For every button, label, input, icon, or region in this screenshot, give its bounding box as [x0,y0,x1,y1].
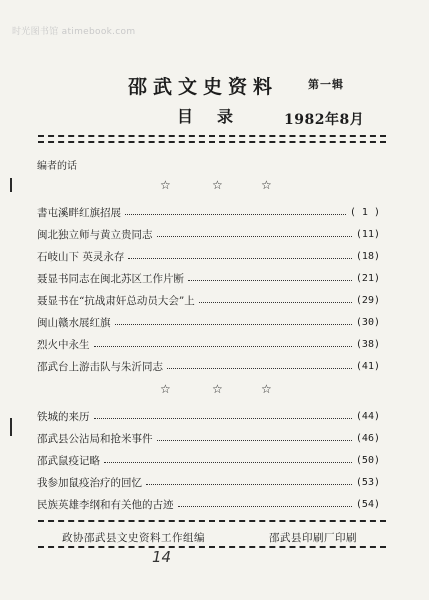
page-title: 邵武文史资料 [128,76,279,98]
divider-dashed [38,520,386,522]
entry-page: (46) [355,432,380,444]
entry-title: 我参加鼠疫治疗的回忆 [37,476,142,489]
divider-dashed [38,546,386,548]
handwritten-page-mark: 14 [152,548,172,566]
dot-leader [94,418,352,419]
publication-date: 1982年8月 [284,112,365,128]
star-icon: ☆ [212,382,223,396]
toc-entry [37,227,380,241]
printer-credit: 邵武县印刷厂印刷 [269,532,357,544]
entry-page: (11) [355,228,380,240]
entry-title: 聂显书同志在闽北苏区工作片断 [37,272,184,285]
toc-heading: 目录 [177,107,258,126]
entry-title: 铁城的来历 [37,410,90,423]
toc-entry [37,453,380,467]
entry-title: 邵武县公沾局和抢米事件 [37,432,153,445]
toc-entry [37,271,380,285]
entry-title: 邵武台上游击队与朱沂同志 [37,360,163,373]
section-separator [0,382,429,396]
entry-title: 石岐山下 英灵永存 [37,250,125,263]
entry-title: 闽山赣水展红旗 [37,316,111,329]
dot-leader [104,462,352,463]
entry-page: (53) [355,476,380,488]
dot-leader [125,214,346,215]
star-icon: ☆ [160,178,171,192]
star-icon: ☆ [212,178,223,192]
toc-entry [37,337,380,351]
entry-title: 民族英雄李纲和有关他的古迹 [37,498,174,511]
toc-entry [37,475,380,489]
series-number: 第一辑 [308,78,344,91]
entry-title: 書屯溪畔红旗招展 [37,206,121,219]
dot-leader [178,506,352,507]
toc-entry [37,205,380,219]
entry-page: (29) [355,294,380,306]
toc-entry [37,293,380,307]
section-separator [0,178,429,192]
toc-entry [37,497,380,511]
entry-page: ( 1 ) [349,206,380,218]
star-icon: ☆ [160,382,171,396]
left-edge-mark [10,418,12,436]
divider-dashed [38,135,386,137]
dot-leader [188,280,352,281]
dot-leader [146,484,352,485]
toc-entry [37,431,380,445]
dot-leader [167,368,352,369]
dot-leader [157,440,352,441]
star-icon: ☆ [261,178,272,192]
compiler-credit: 政协邵武县文史资料工作组编 [62,532,205,544]
dot-leader [94,346,352,347]
entry-title: 闽北独立师与黄立贵同志 [37,228,153,241]
toc-entry [37,409,380,423]
entry-page: (21) [355,272,380,284]
toc-entry [37,315,380,329]
editor-note: 编者的话 [37,161,77,172]
divider-dashed [38,141,386,143]
entry-page: (54) [355,498,380,510]
toc-entry [37,249,380,263]
entry-page: (50) [355,454,380,466]
entry-page: (41) [355,360,380,372]
star-icon: ☆ [261,382,272,396]
entry-page: (18) [355,250,380,262]
dot-leader [157,236,352,237]
entry-title: 聂显书在“抗战肃奸总动员大会”上 [37,294,195,307]
title-row [0,72,429,98]
watermark: 时光图书馆 atimebook.com [12,27,136,37]
entry-page: (38) [355,338,380,350]
entry-title: 邵武鼠疫记略 [37,454,100,467]
entry-title: 烈火中永生 [37,338,90,351]
dot-leader [115,324,352,325]
entry-page: (44) [355,410,380,422]
entry-page: (30) [355,316,380,328]
toc-entry [37,359,380,373]
dot-leader [128,258,352,259]
dot-leader [199,302,352,303]
